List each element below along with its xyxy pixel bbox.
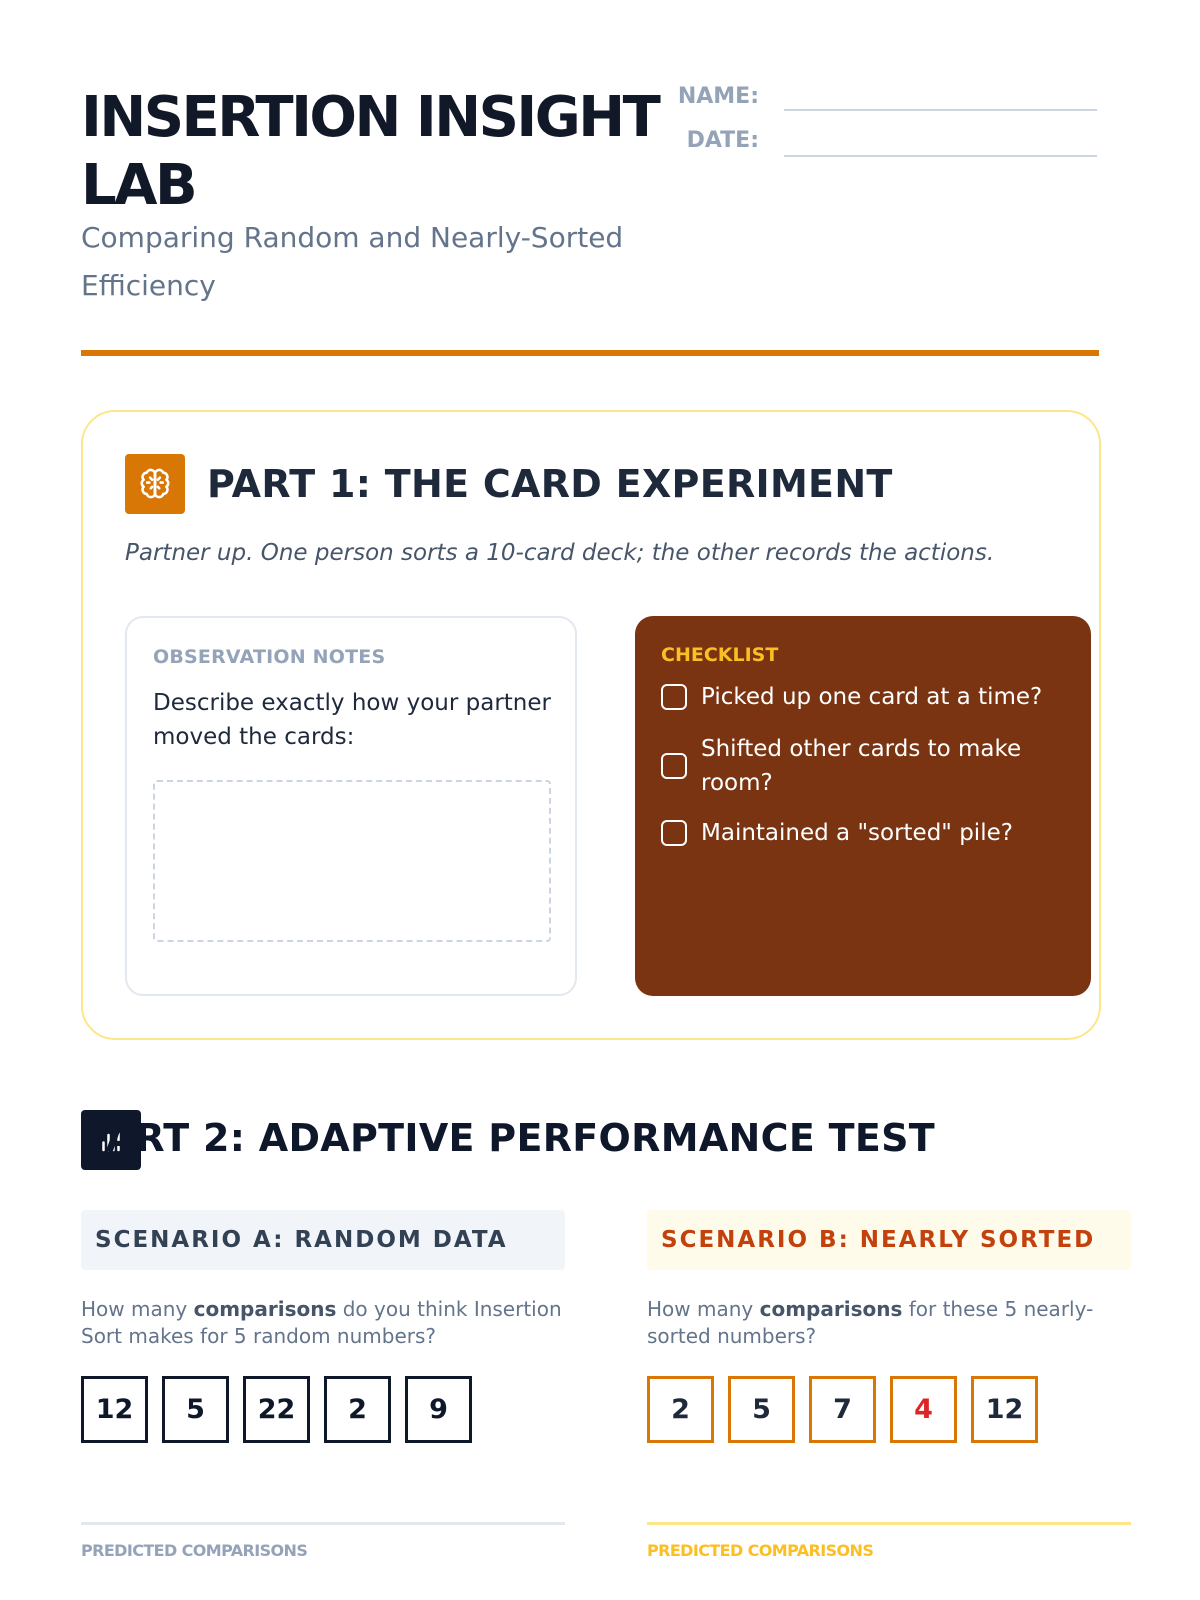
checkbox[interactable]: [661, 820, 687, 846]
observation-prompt: Describe exactly how your partner moved the cards:: [153, 690, 551, 750]
scenario-a-heading: SCENARIO A: RANDOM DATA: [81, 1210, 565, 1270]
name-field[interactable]: [784, 109, 1097, 111]
checklist-item-text: Maintained a "sorted" pile?: [701, 820, 1013, 846]
checkbox[interactable]: [661, 753, 687, 779]
part1-title: PART 1: THE CARD EXPERIMENT: [207, 462, 893, 506]
question-emphasis: comparisons: [193, 1297, 337, 1321]
question-text: for these 5 nearly-sorted numbers?: [647, 1297, 1094, 1348]
checklist-item: [661, 680, 1061, 714]
worksheet-page: [81, 0, 1131, 1600]
number-card: 7: [809, 1376, 876, 1443]
number-card: 12: [81, 1376, 148, 1443]
number-card: 2: [324, 1376, 391, 1443]
number-card: 5: [162, 1376, 229, 1443]
part1-instructions: Partner up. One person sorts a 10-card deck; the other records the actions.: [125, 540, 995, 566]
number-card: 22: [243, 1376, 310, 1443]
number-card: 9: [405, 1376, 472, 1443]
name-label: NAME:: [677, 84, 759, 109]
question-emphasis: comparisons: [759, 1297, 903, 1321]
checklist-item-text: Shifted other cards to make room?: [701, 736, 1022, 796]
checklist-panel: [635, 616, 1091, 996]
checklist-item: [661, 732, 1061, 800]
observation-answer-box[interactable]: [153, 780, 551, 942]
date-field[interactable]: [784, 155, 1097, 157]
checklist-label: CHECKLIST: [661, 644, 779, 666]
scenario-b-question: [647, 1296, 1137, 1350]
observation-label: OBSERVATION NOTES: [153, 646, 386, 668]
title-line-1: INSERTION INSIGHT: [81, 85, 659, 150]
out-of-order-number-card: 4: [890, 1376, 957, 1443]
scenario-a-numbers: [81, 1376, 472, 1443]
date-label: DATE:: [686, 128, 759, 153]
scenario-a-predicted-label: PREDICTED COMPARISONS: [81, 1541, 308, 1560]
question-text: How many: [647, 1297, 760, 1321]
number-card: 2: [647, 1376, 714, 1443]
question-text: do you think Insertion Sort makes for 5 random numbers?: [81, 1297, 562, 1348]
checklist-item-text: Picked up one card at a time?: [701, 684, 1043, 710]
title-line-2: LAB: [81, 153, 196, 218]
scenario-a-question: [81, 1296, 571, 1350]
checklist-item: [661, 816, 1061, 850]
number-card: 5: [728, 1376, 795, 1443]
checkbox[interactable]: [661, 684, 687, 710]
part1-card: [81, 410, 1101, 1040]
question-text: How many: [81, 1297, 194, 1321]
worksheet-header: [81, 84, 1131, 354]
observation-notes-panel: [125, 616, 577, 996]
scenario-b-heading: SCENARIO B: NEARLY SORTED: [647, 1210, 1131, 1270]
brain-icon: [125, 454, 185, 514]
scenario-b-answer-line[interactable]: [647, 1522, 1131, 1525]
scenario-a-answer-line[interactable]: [81, 1522, 565, 1525]
scenario-b-predicted-label: PREDICTED COMPARISONS: [647, 1541, 874, 1560]
page-subtitle: Comparing Random and Nearly-Sorted Efficiency: [81, 221, 624, 302]
scenario-b-numbers: [647, 1376, 1038, 1443]
number-card: 12: [971, 1376, 1038, 1443]
header-divider: [81, 350, 1099, 356]
page-title: [81, 84, 691, 220]
part2-title: PART 2: ADAPTIVE PERFORMANCE TEST: [81, 1116, 935, 1160]
